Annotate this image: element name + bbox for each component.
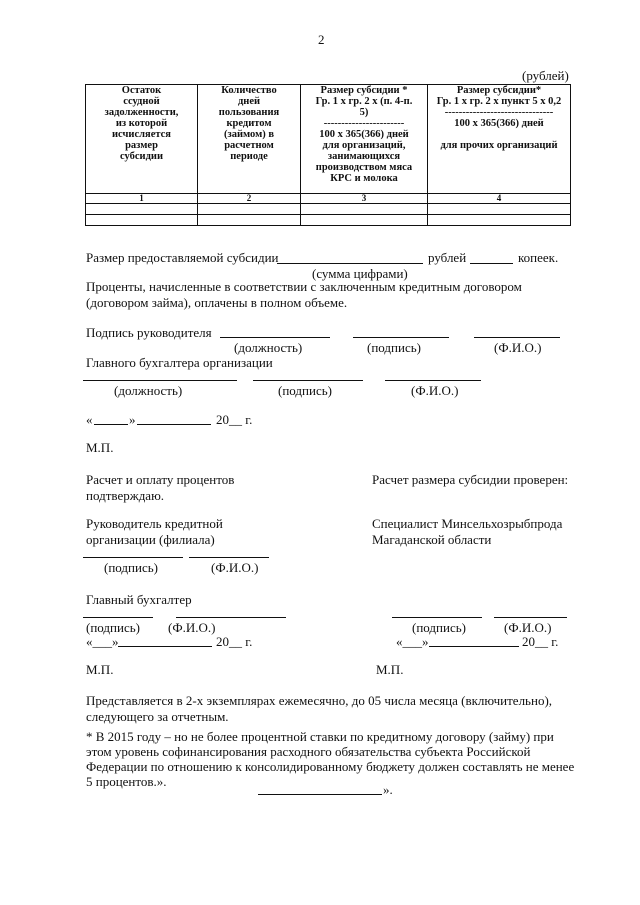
header-line: пользования [218,107,280,118]
header-line: ------------------------------- [444,107,554,118]
accountant-name-hint: (Ф.И.О.) [411,383,459,398]
column-number: 2 [198,194,301,204]
header-line [430,129,568,140]
column-number: 4 [428,194,571,204]
header-line: периоде [230,151,268,162]
header-cell-subsidy-meat [301,85,428,194]
accountant-position-hint: (должность) [114,383,183,398]
sum-hint: (сумма цифрами) [312,266,408,281]
header-line: размер [125,140,158,151]
bank-head-signature-field[interactable] [83,557,183,558]
accountant-signature-field[interactable] [253,380,363,381]
header-line: Гр. 1 х гр. 2 х (п. 4-п. [315,96,413,107]
bank-date-month-field[interactable] [118,646,212,647]
header-line: ----------------------- [323,118,405,129]
header-line: для прочих организаций [440,140,558,151]
accountant-signature-hint: (подпись) [278,383,332,398]
subsidy-kop-field[interactable] [470,263,513,264]
bank-accountant-signature-field[interactable] [83,617,153,618]
date-close-quote: » [129,412,136,427]
table-cell [86,215,198,226]
header-line: 5) [359,107,369,118]
bank-head-line-2: организации (филиала) [86,532,215,547]
currency-note: (рублей) [522,68,569,83]
date-open-quote: « [86,412,93,427]
closing-quote: ». [383,782,393,797]
header-line: дней [237,96,261,107]
interest-line-1: Проценты, начисленные в соответствии с заключенным кредитным договором [86,279,522,294]
specialist-date-month-field[interactable] [429,646,519,647]
header-line: ссудной [123,96,160,107]
page-number: 2 [318,32,325,47]
closing-field[interactable] [258,794,382,795]
bank-head-line-1: Руководитель кредитной [86,516,223,531]
table-row [86,215,571,226]
head-position-field[interactable] [220,337,330,338]
bank-seal-label: М.П. [86,662,114,677]
header-line: 100 х 365(366) дней [454,118,544,129]
table-number-row [86,194,571,204]
interest-line-2: (договором займа), оплачены в полном объеме. [86,295,348,310]
header-cell-days [198,85,301,194]
head-signature-field[interactable] [353,337,449,338]
subsidy-rub-field[interactable] [277,263,423,264]
head-name-hint: (Ф.И.О.) [494,340,542,355]
specialist-name-hint: (Ф.И.О.) [504,620,552,635]
accountant-position-field[interactable] [83,380,237,381]
header-line: для организаций, [322,140,406,151]
bank-date-year: 20__ г. [216,634,253,649]
bank-head-name-field[interactable] [189,557,269,558]
rub-label: рублей [428,250,467,265]
head-signature-label: Подпись руководителя [86,325,212,340]
head-signature-hint: (подпись) [367,340,421,355]
header-line: (займом) в [223,129,275,140]
header-line: кредитом [226,118,272,129]
header-line: Размер субсидии * [320,85,408,96]
specialist-signature-hint: (подпись) [412,620,466,635]
specialist-date-year: 20__ г. [522,634,559,649]
specialist-seal-label: М.П. [376,662,404,677]
column-number: 3 [301,194,428,204]
header-line: Остаток [121,85,162,96]
seal-label: М.П. [86,440,114,455]
header-line: расчетном [224,140,274,151]
table-header-row [86,85,571,194]
specialist-name-field[interactable] [494,617,567,618]
header-line: Количество [221,85,277,96]
date-day-field[interactable] [94,424,128,425]
header-cell-subsidy-other [428,85,571,194]
header-cell-balance [86,85,198,194]
specialist-line-2: Магаданской области [372,532,492,547]
footnote-line-1: * В 2015 году – но не более процентной ставки по кредитному договору (займу) при [86,729,554,744]
date-year: 20__ г. [216,412,253,427]
header-line: Размер субсидии* [456,85,542,96]
footnote-line-3: Федерации по отношению к консолидированному бюджету должен составлять не менее [86,759,575,774]
table-cell [428,215,571,226]
header-line: из которой [115,118,168,129]
specialist-line-1: Специалист Минсельхозрыбпрода [372,516,563,531]
header-line: исчисляется [112,129,171,140]
table-cell [301,215,428,226]
header-line: производством мяса [315,162,413,173]
table-row [86,204,571,215]
header-line: занимающихся [327,151,401,162]
header-line: Гр. 1 х гр. 2 х пункт 5 х 0,2 [436,96,562,107]
header-line: 100 х 365(366) дней [319,129,409,140]
bank-accountant-signature-hint: (подпись) [86,620,140,635]
header-line: субсидии [119,151,163,162]
column-number: 1 [86,194,198,204]
submission-line-1: Представляется в 2-х экземплярах ежемесячно, до 05 числа месяца (включительно), [86,693,553,708]
specialist-signature-field[interactable] [392,617,482,618]
kop-label: копеек. [518,250,559,265]
bank-date-day: «___» [86,634,119,649]
header-line: КРС и молока [330,173,398,184]
header-line: задолженности, [104,107,179,118]
chief-accountant-label: Главный бухгалтер [86,592,192,607]
head-position-hint: (должность) [234,340,303,355]
bank-head-name-hint: (Ф.И.О.) [211,560,259,575]
accountant-name-field[interactable] [385,380,481,381]
table-cell [301,204,428,215]
submission-line-2: следующего за отчетным. [86,709,229,724]
date-month-field[interactable] [137,424,211,425]
footnote-line-2: этом уровень софинансирования расходного обязательства субъекта Российской [86,744,531,759]
confirm-line-2: подтверждаю. [86,488,165,503]
footnote-line-4: 5 процентов.». [86,774,167,789]
bank-head-signature-hint: (подпись) [104,560,158,575]
bank-accountant-name-field[interactable] [176,617,286,618]
table-cell [198,215,301,226]
table-cell [198,204,301,215]
confirm-line-1: Расчет и оплату процентов [86,472,235,487]
table-cell [428,204,571,215]
subsidy-amount-label: Размер предоставляемой субсидии [86,250,279,265]
bank-accountant-name-hint: (Ф.И.О.) [168,620,216,635]
head-name-field[interactable] [474,337,560,338]
subsidy-table [85,84,571,226]
table-cell [86,204,198,215]
specialist-date-day: «___» [396,634,429,649]
checked-label: Расчет размера субсидии проверен: [372,472,569,487]
chief-accountant-org-label: Главного бухгалтера организации [86,355,273,370]
